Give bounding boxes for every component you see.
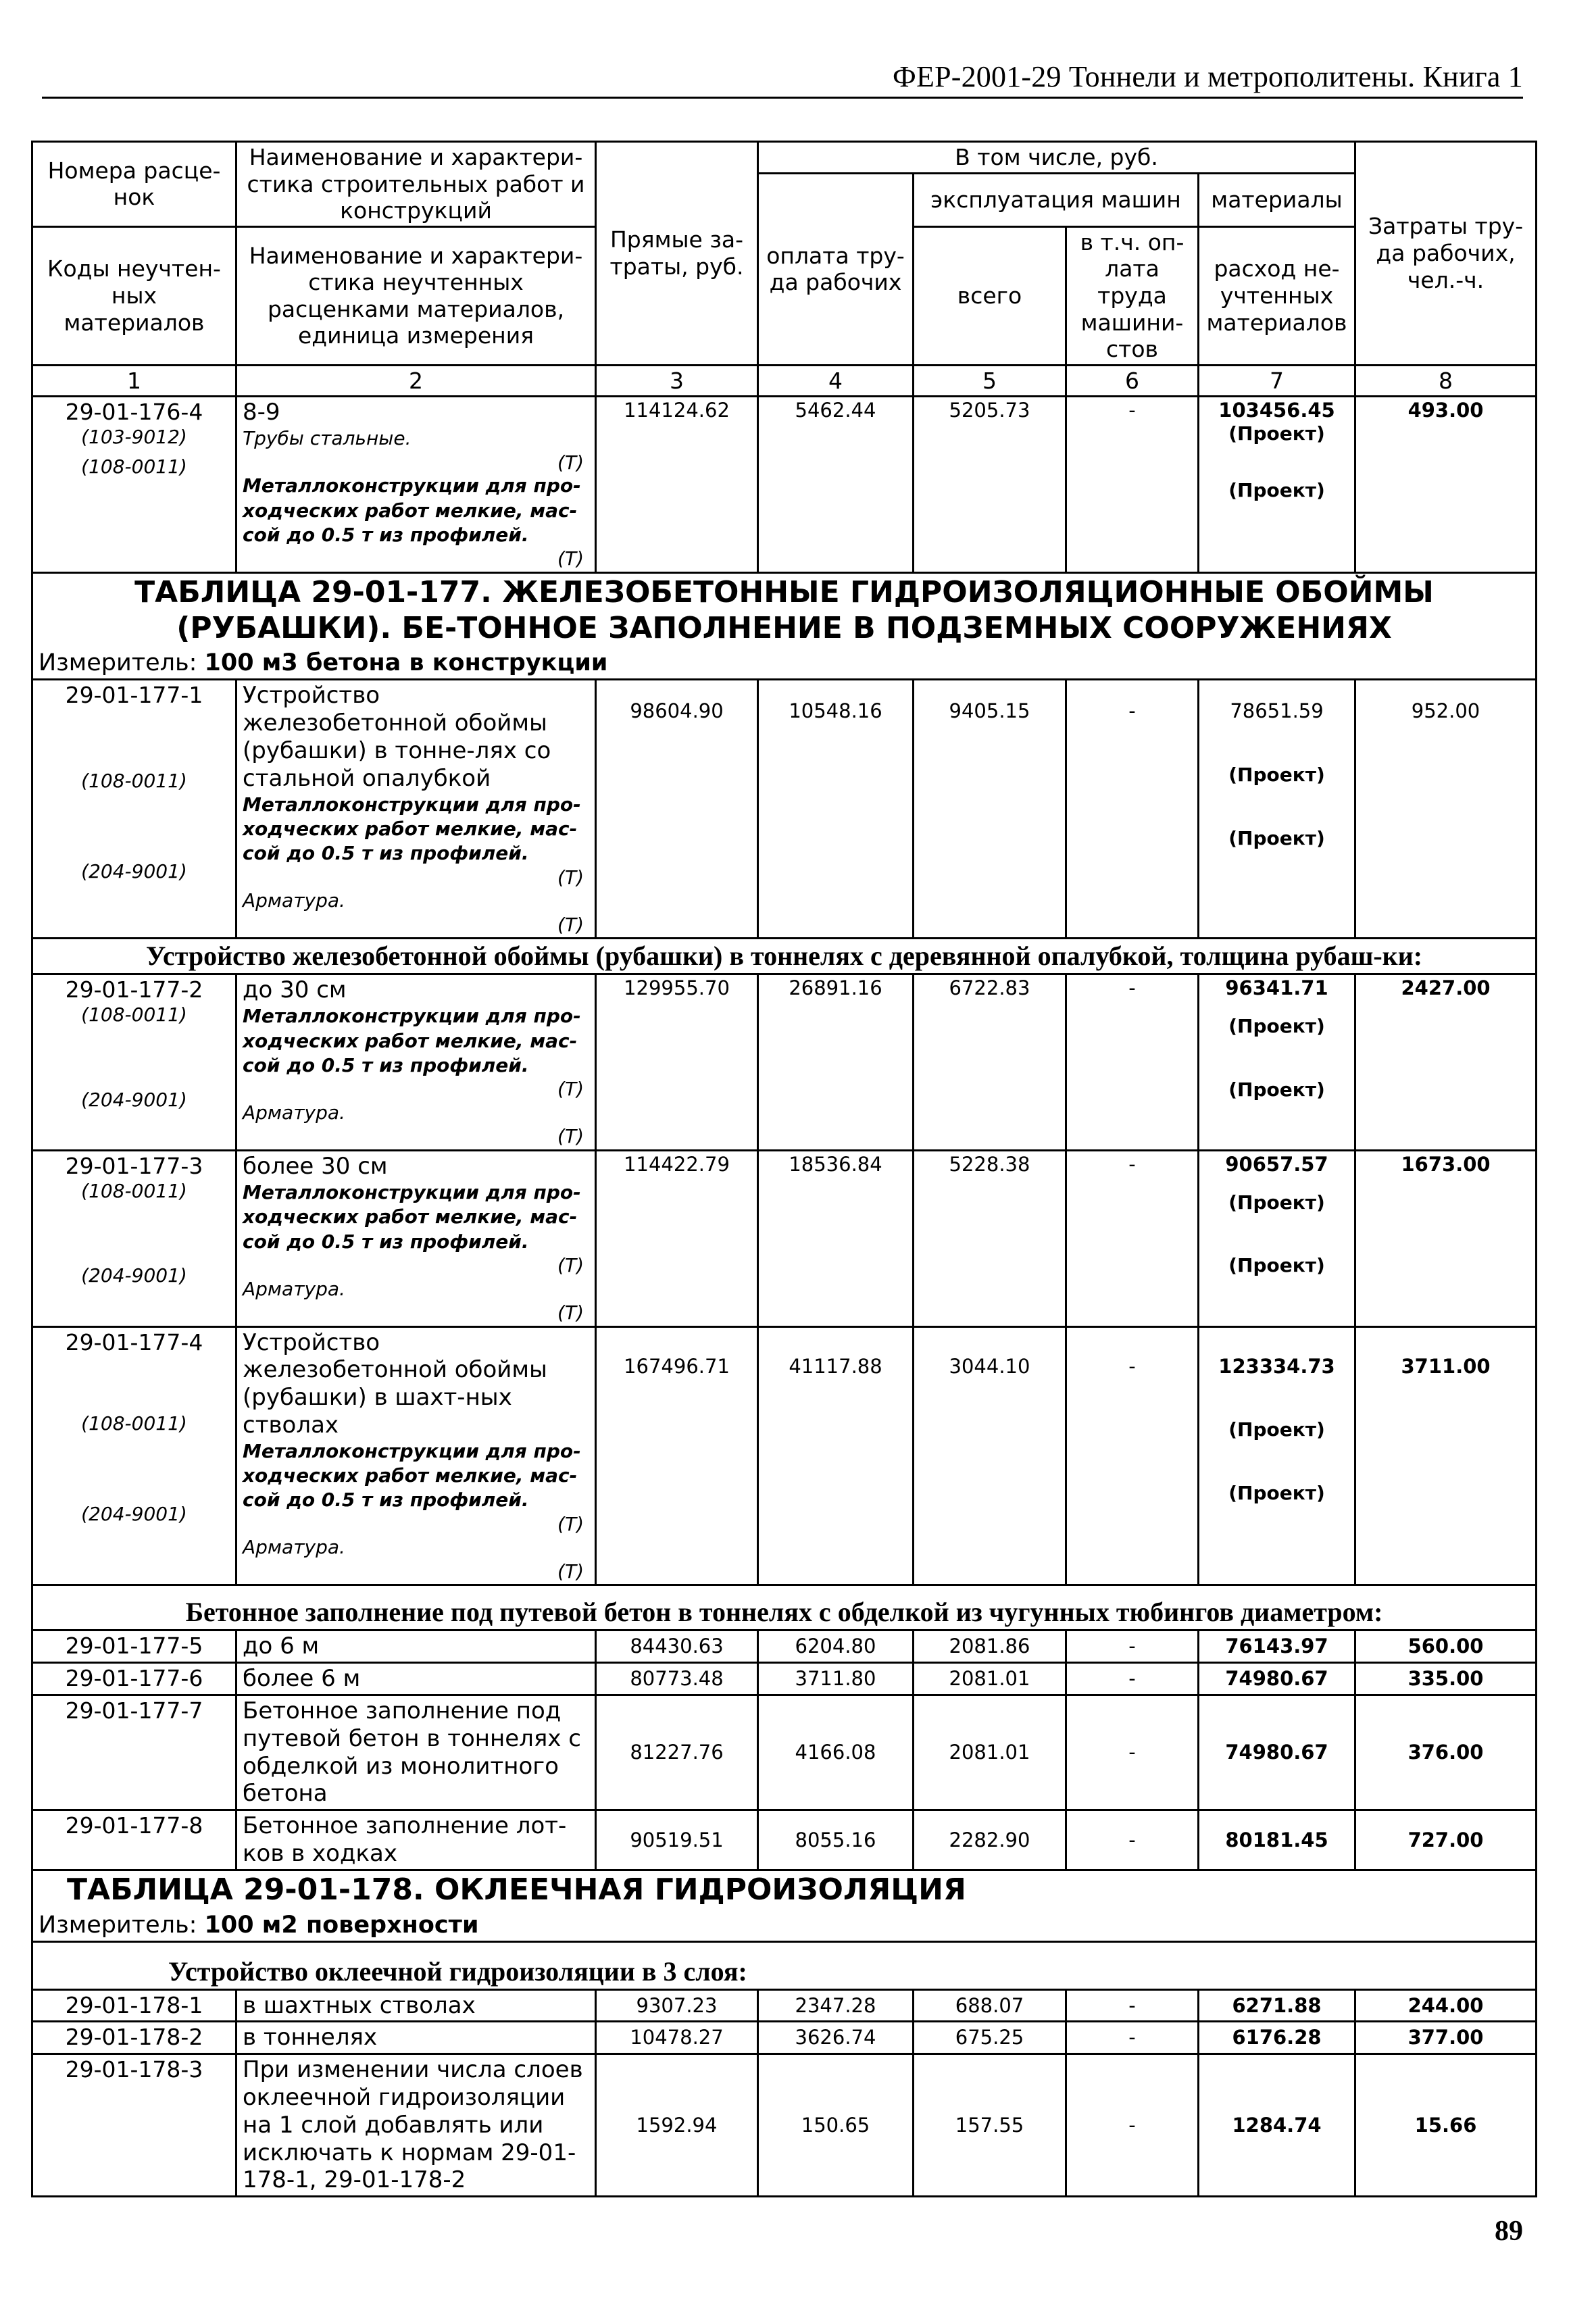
labor-hours: 493.00 — [1355, 397, 1537, 573]
rate-code: 29-01-178-1 — [32, 1989, 236, 2022]
material-name: Арматура. — [243, 1277, 345, 1300]
rate-code: 29-01-177-6 — [32, 1663, 236, 1695]
table-row — [32, 1989, 1537, 2022]
materials-cost: 96341.71 — [1225, 976, 1328, 1000]
machine-costs: 688.07 — [914, 1989, 1066, 2022]
direct-costs: 81227.76 — [596, 1695, 758, 1810]
worker-wages: 18536.84 — [758, 1150, 914, 1326]
direct-costs: 114422.79 — [596, 1150, 758, 1326]
project-note: (Проект) — [1228, 1254, 1325, 1277]
project-note: (Проект) — [1228, 422, 1325, 445]
col-header-unaccounted-materials: расход не-учтенных материалов — [1199, 226, 1355, 365]
machine-costs: 675.25 — [914, 2022, 1066, 2054]
labor-hours: 335.00 — [1355, 1663, 1537, 1695]
materials-cell — [1199, 680, 1355, 939]
column-number: 6 — [1066, 365, 1199, 397]
measure-label: Измеритель: — [39, 649, 197, 677]
unit-mark: (Т) — [557, 1560, 584, 1583]
machine-costs: 157.55 — [914, 2054, 1066, 2197]
col-header-work-name: Наименование и характери-стика строительных работ и конструкций — [236, 142, 596, 227]
table-row — [32, 1326, 1537, 1585]
materials-cell — [1199, 974, 1355, 1151]
unit-mark: (Т) — [557, 1078, 584, 1101]
project-note: (Проект) — [1228, 1015, 1325, 1038]
project-note: (Проект) — [1228, 1418, 1325, 1441]
worker-wages: 10548.16 — [758, 680, 914, 939]
project-note: (Проект) — [1228, 1078, 1325, 1101]
material-name: Металлоконструкции для про-ходческих работ мелкие, мас-сой до 0.5 т из профилей. — [243, 793, 581, 865]
materials-cost: 103456.45 — [1218, 399, 1335, 422]
col-header-material-name: Наименование и характери-стика неучтенных расценками материалов, единица измерения — [236, 226, 596, 365]
materials-cost: 6176.28 — [1199, 2022, 1355, 2054]
col-header-labor: Затраты тру-да рабочих, чел.-ч. — [1355, 142, 1537, 366]
worker-wages: 8055.16 — [758, 1810, 914, 1870]
column-numbers-row — [32, 365, 1537, 397]
material-code: (204-9001) — [81, 1264, 187, 1287]
measure-value: 100 м2 поверхности — [204, 1911, 479, 1939]
table-title: ТАБЛИЦА 29-01-178. ОКЛЕЕЧНАЯ ГИДРОИЗОЛЯЦИЯ — [32, 1870, 1537, 1909]
worker-wages: 26891.16 — [758, 974, 914, 1151]
measure — [32, 647, 1537, 680]
header-row — [32, 142, 1537, 174]
machine-costs: 9405.15 — [914, 680, 1066, 939]
operator-wages: - — [1066, 1150, 1199, 1326]
measure — [32, 1910, 1537, 1942]
direct-costs: 129955.70 — [596, 974, 758, 1151]
rate-code-cell — [32, 974, 236, 1151]
table-row — [32, 1631, 1537, 1663]
rate-name-cell — [236, 397, 596, 573]
machine-costs: 6722.83 — [914, 974, 1066, 1151]
operator-wages: - — [1066, 1631, 1199, 1663]
direct-costs: 114124.62 — [596, 397, 758, 573]
materials-cell — [1199, 397, 1355, 573]
unit-mark: (Т) — [557, 1512, 584, 1535]
labor-hours: 2427.00 — [1355, 974, 1537, 1151]
table-row — [32, 1663, 1537, 1695]
table-row — [32, 1150, 1537, 1326]
rate-name-cell — [236, 1326, 596, 1585]
worker-wages: 2347.28 — [758, 1989, 914, 2022]
rate-name: При изменении числа слоев оклеечной гидроизоляции на 1 слой добавлять или исключать к нормам 29-01-178-1, 29-01-178-2 — [236, 2054, 596, 2197]
unit-mark: (Т) — [557, 451, 584, 474]
machine-costs: 2081.01 — [914, 1695, 1066, 1810]
materials-cost: 6271.88 — [1199, 1989, 1355, 2022]
material-name: Арматура. — [243, 889, 345, 912]
machine-costs: 5205.73 — [914, 397, 1066, 573]
rate-code: 29-01-177-3 — [65, 1152, 203, 1179]
operator-wages: - — [1066, 974, 1199, 1151]
section-subhead: Устройство оклеечной гидроизоляции в 3 слоя: — [32, 1941, 1537, 1989]
page-number: 89 — [1495, 2216, 1523, 2247]
measure-value: 100 м3 бетона в конструкции — [204, 649, 608, 677]
worker-wages: 150.65 — [758, 2054, 914, 2197]
measure-row — [32, 1910, 1537, 1942]
table-row — [32, 680, 1537, 939]
project-note: (Проект) — [1228, 1481, 1325, 1504]
rate-code: 29-01-177-1 — [65, 682, 203, 709]
worker-wages: 41117.88 — [758, 1326, 914, 1585]
labor-hours: 1673.00 — [1355, 1150, 1537, 1326]
table-row — [32, 397, 1537, 573]
operator-wages: - — [1066, 397, 1199, 573]
operator-wages: - — [1066, 2022, 1199, 2054]
materials-cost: 90657.57 — [1225, 1152, 1328, 1176]
material-code: (108-0011) — [81, 455, 187, 478]
header-rule — [42, 97, 1523, 99]
rate-name: в шахтных стволах — [236, 1989, 596, 2022]
worker-wages: 6204.80 — [758, 1631, 914, 1663]
operator-wages: - — [1066, 1326, 1199, 1585]
worker-wages: 3626.74 — [758, 2022, 914, 2054]
direct-costs: 80773.48 — [596, 1663, 758, 1695]
table-title-row — [32, 572, 1537, 647]
section-subhead-row — [32, 1585, 1537, 1631]
rate-code: 29-01-176-4 — [65, 399, 203, 426]
rates-table — [31, 141, 1537, 2197]
unit-mark: (Т) — [557, 866, 584, 889]
material-name: Арматура. — [243, 1536, 345, 1559]
table-row — [32, 1695, 1537, 1810]
material-name: Металлоконструкции для про-ходческих работ мелкие, мас-сой до 0.5 т из профилей. — [243, 474, 581, 546]
worker-wages: 3711.80 — [758, 1663, 914, 1695]
column-number: 2 — [236, 365, 596, 397]
col-header-direct-costs: Прямые за-траты, руб. — [596, 142, 758, 366]
table-title-row — [32, 1870, 1537, 1909]
materials-cost: 78651.59 — [1230, 699, 1324, 723]
rate-name: до 6 м — [236, 1631, 596, 1663]
measure-label: Измеритель: — [39, 1911, 197, 1939]
material-name: Трубы стальные. — [243, 427, 412, 450]
col-header-rate-numbers: Номера расце-нок — [32, 142, 236, 227]
worker-wages: 5462.44 — [758, 397, 914, 573]
materials-cost: 80181.45 — [1199, 1810, 1355, 1870]
rate-code: 29-01-177-2 — [65, 976, 203, 1003]
rate-name-cell — [236, 680, 596, 939]
section-subhead: Устройство железобетонной обоймы (рубашки) в тоннелях с деревянной опалубкой, толщина рубаш-ки: — [32, 939, 1537, 974]
direct-costs: 1592.94 — [596, 2054, 758, 2197]
materials-cost: 1284.74 — [1199, 2054, 1355, 2197]
rate-name: Бетонное заполнение под путевой бетон в тоннелях с обделкой из монолитного бетона — [236, 1695, 596, 1810]
labor-hours: 15.66 — [1355, 2054, 1537, 2197]
material-name: Металлоконструкции для про-ходческих работ мелкие, мас-сой до 0.5 т из профилей. — [243, 1180, 581, 1253]
rate-name-cell — [236, 1150, 596, 1326]
material-code: (204-9001) — [81, 1088, 187, 1111]
labor-hours: 244.00 — [1355, 1989, 1537, 2022]
labor-hours: 952.00 — [1355, 680, 1537, 939]
material-code: (108-0011) — [81, 770, 187, 793]
rate-code-cell — [32, 1326, 236, 1585]
unit-mark: (Т) — [557, 1301, 584, 1324]
rate-name: Устройство железобетонной обоймы (рубашки) в шахт-ных стволах — [243, 1328, 547, 1439]
material-code: (108-0011) — [81, 1412, 187, 1435]
running-header: ФЕР-2001-29 Тоннели и метрополитены. Книга 1 — [893, 60, 1523, 93]
project-note: (Проект) — [1228, 478, 1325, 501]
rate-name: 8-9 — [243, 399, 280, 426]
measure-row — [32, 647, 1537, 680]
rate-code: 29-01-177-7 — [32, 1695, 236, 1810]
column-number: 8 — [1355, 365, 1537, 397]
labor-hours: 3711.00 — [1355, 1326, 1537, 1585]
rate-code-cell — [32, 397, 236, 573]
rate-name: Устройство железобетонной обоймы (рубашки) в тонне-лях со стальной опалубкой — [243, 682, 551, 792]
direct-costs: 9307.23 — [596, 1989, 758, 2022]
labor-hours: 377.00 — [1355, 2022, 1537, 2054]
column-number: 1 — [32, 365, 236, 397]
rate-code: 29-01-177-4 — [65, 1328, 203, 1355]
rate-name: в тоннелях — [236, 2022, 596, 2054]
material-code: (103-9012) — [81, 425, 187, 448]
material-code: (108-0011) — [81, 1179, 187, 1202]
table-row — [32, 1810, 1537, 1870]
labor-hours: 727.00 — [1355, 1810, 1537, 1870]
rate-name: Бетонное заполнение лот-ков в ходках — [236, 1810, 596, 1870]
material-code: (204-9001) — [81, 1502, 187, 1525]
direct-costs: 84430.63 — [596, 1631, 758, 1663]
operator-wages: - — [1066, 680, 1199, 939]
table-title: ТАБЛИЦА 29-01-177. ЖЕЛЕЗОБЕТОННЫЕ ГИДРОИЗОЛЯЦИОННЫЕ ОБОЙМЫ (РУБАШКИ). БЕ-ТОННОЕ ЗАПОЛНЕНИЕ В ПОДЗЕМНЫХ СООРУЖЕНИЯХ — [32, 572, 1537, 647]
material-name: Металлоконструкции для про-ходческих работ мелкие, мас-сой до 0.5 т из профилей. — [243, 1005, 581, 1076]
direct-costs: 90519.51 — [596, 1810, 758, 1870]
material-code: (108-0011) — [81, 1003, 187, 1026]
rate-name: до 30 см — [243, 976, 347, 1004]
section-subhead: Бетонное заполнение под путевой бетон в тоннелях с обделкой из чугунных тюбингов диаметром: — [32, 1585, 1537, 1631]
material-name: Металлоконструкции для про-ходческих работ мелкие, мас-сой до 0.5 т из профилей. — [243, 1439, 581, 1512]
materials-cost: 74980.67 — [1199, 1695, 1355, 1810]
col-header-material-codes: Коды неучтен-ных материалов — [32, 226, 236, 365]
project-note: (Проект) — [1228, 826, 1325, 849]
column-number: 7 — [1199, 365, 1355, 397]
materials-cost: 123334.73 — [1218, 1354, 1335, 1378]
rate-name: более 6 м — [236, 1663, 596, 1695]
unit-mark: (Т) — [557, 547, 584, 570]
worker-wages: 4166.08 — [758, 1695, 914, 1810]
column-number: 5 — [914, 365, 1066, 397]
project-note: (Проект) — [1228, 1191, 1325, 1214]
materials-cost: 76143.97 — [1199, 1631, 1355, 1663]
machine-costs: 2081.01 — [914, 1663, 1066, 1695]
unit-mark: (Т) — [557, 1253, 584, 1276]
material-code: (204-9001) — [81, 860, 187, 882]
materials-cell — [1199, 1150, 1355, 1326]
col-header-machines-total: всего — [914, 226, 1066, 365]
section-subhead-row — [32, 1941, 1537, 1989]
col-header-including: В том числе, руб. — [758, 142, 1355, 174]
labor-hours: 376.00 — [1355, 1695, 1537, 1810]
operator-wages: - — [1066, 1663, 1199, 1695]
column-number: 3 — [596, 365, 758, 397]
rate-code-cell — [32, 680, 236, 939]
operator-wages: - — [1066, 1810, 1199, 1870]
col-header-machines: эксплуатация машин — [914, 173, 1199, 226]
col-header-wages: оплата тру-да рабочих — [758, 173, 914, 365]
rate-name: более 30 см — [243, 1152, 388, 1180]
table-row — [32, 2022, 1537, 2054]
direct-costs: 167496.71 — [596, 1326, 758, 1585]
unit-mark: (Т) — [557, 1125, 584, 1148]
rate-name-cell — [236, 974, 596, 1151]
machine-costs: 2282.90 — [914, 1810, 1066, 1870]
rate-code: 29-01-178-2 — [32, 2022, 236, 2054]
machine-costs: 3044.10 — [914, 1326, 1066, 1585]
col-header-materials: материалы — [1199, 173, 1355, 226]
project-note: (Проект) — [1228, 764, 1325, 787]
material-name: Арматура. — [243, 1101, 345, 1124]
rate-code: 29-01-178-3 — [32, 2054, 236, 2197]
table-row — [32, 974, 1537, 1151]
machine-costs: 5228.38 — [914, 1150, 1066, 1326]
materials-cell — [1199, 1326, 1355, 1585]
unit-mark: (Т) — [557, 913, 584, 936]
operator-wages: - — [1066, 1695, 1199, 1810]
rate-code-cell — [32, 1150, 236, 1326]
rate-code: 29-01-177-8 — [32, 1810, 236, 1870]
operator-wages: - — [1066, 2054, 1199, 2197]
rate-code: 29-01-177-5 — [32, 1631, 236, 1663]
column-number: 4 — [758, 365, 914, 397]
machine-costs: 2081.86 — [914, 1631, 1066, 1663]
labor-hours: 560.00 — [1355, 1631, 1537, 1663]
direct-costs: 98604.90 — [596, 680, 758, 939]
table-row — [32, 2054, 1537, 2197]
col-header-operator-wages: в т.ч. оп-лата труда машини-стов — [1066, 226, 1199, 365]
direct-costs: 10478.27 — [596, 2022, 758, 2054]
operator-wages: - — [1066, 1989, 1199, 2022]
section-subhead-row — [32, 939, 1537, 974]
materials-cost: 74980.67 — [1199, 1663, 1355, 1695]
